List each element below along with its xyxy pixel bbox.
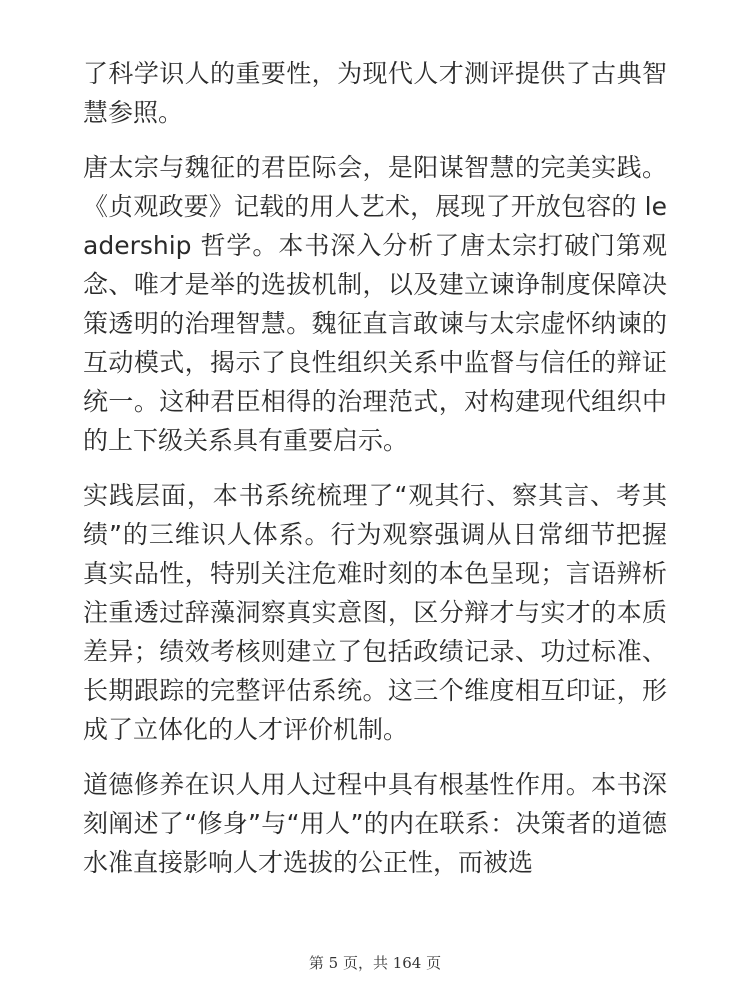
paragraph-4: 道德修养在识人用人过程中具有根基性作用。本书深刻阐述了“修身”与“用人”的内在联系：决策者的道德水准直接影响人才选拔的公正性，而被选 — [83, 770, 667, 877]
paragraph-3: 实践层面，本书系统梳理了“观其行、察其言、考其绩”的三维识人体系。行为观察强调从日常细节把握真实品性，特别关注危难时刻的本色呈现；言语辨析注重透过辞藻洞察真实意图，区分辩才与实才的本质差异；绩效考核则建立了包括政绩记录、功过标准、长期跟踪的完整评估系统。这三个维度相互印证，形成了立体化的人才评价机制。 — [83, 481, 667, 744]
page-number-footer: 第 5 页，共 164 页 — [308, 954, 442, 972]
paragraph-1: 了科学识人的重要性，为现代人才测评提供了古典智慧参照。 — [83, 59, 667, 127]
page-body — [83, 54, 667, 898]
paragraph-2: 唐太宗与魏征的君臣际会，是阳谋智慧的完美实践。《贞观政要》记载的用人艺术，展现了开放包容的 leadership 哲学。本书深入分析了唐太宗打破门第观念、唯才是举的选拔机制，以及建立谏诤制度保障决策透明的治理智慧。魏征直言敢谏与太宗虚怀纳谏的互动模式，揭示了良性组织关系中监督与信任的辩证统一。这种君臣相得的治理范式，对构建现代组织中的上下级关系具有重要启示。 — [83, 153, 667, 455]
